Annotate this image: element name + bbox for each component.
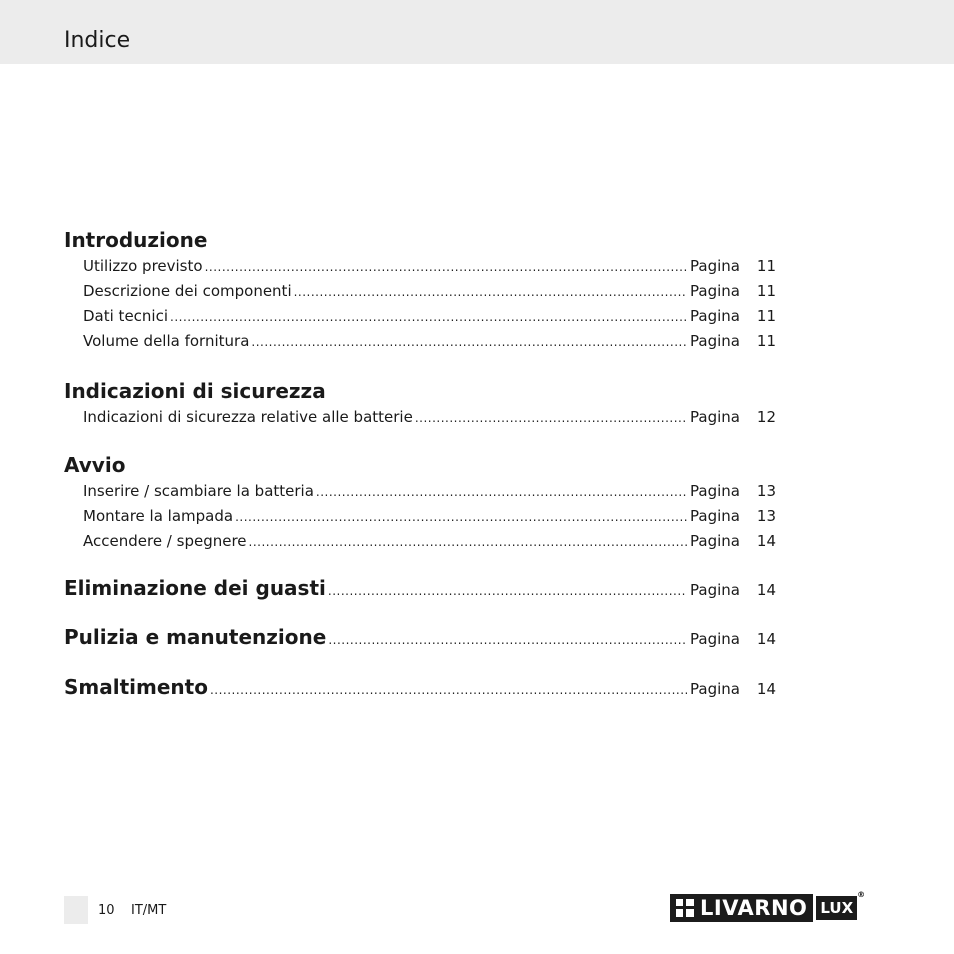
footer-page-box [64, 896, 88, 924]
toc-section-title: Smaltimento [64, 675, 208, 699]
page-title: Indice [64, 28, 131, 53]
toc-entry-label: Accendere / spegnere [83, 532, 247, 550]
header-band [0, 0, 954, 64]
toc-entry-label: Inserire / scambiare la batteria [83, 482, 314, 500]
toc-entry-label: Montare la lampada [83, 507, 234, 525]
toc-entry-label: Volume della fornitura [83, 332, 250, 350]
toc-entry[interactable] [64, 504, 776, 529]
toc-section-title: Introduzione [64, 228, 208, 252]
toc-page-word: Pagina [690, 630, 740, 648]
toc-page-number: 13 [756, 507, 776, 525]
toc-section-title: Indicazioni di sicurezza [64, 379, 326, 403]
toc-page-word: Pagina [690, 680, 740, 698]
toc-dot-leader [251, 330, 687, 355]
toc-page-word: Pagina [690, 257, 740, 275]
toc-dot-leader [316, 480, 687, 505]
toc-entry[interactable] [64, 254, 776, 279]
table-of-contents [64, 226, 776, 702]
toc-page-word: Pagina [690, 307, 740, 325]
toc-entry-label: Descrizione dei componenti [83, 282, 292, 300]
toc-entry-label: Utilizzo previsto [83, 257, 203, 275]
toc-page-number: 13 [756, 482, 776, 500]
toc-entry[interactable] [64, 329, 776, 354]
toc-dot-leader [210, 675, 687, 705]
toc-entry[interactable] [64, 279, 776, 304]
toc-page-number: 11 [756, 257, 776, 275]
toc-page-word: Pagina [690, 408, 740, 426]
toc-section-title: Eliminazione dei guasti [64, 576, 326, 600]
logo-suffix: LUX [820, 899, 854, 917]
toc-section-title: Avvio [64, 453, 126, 477]
brand-logo [670, 890, 890, 922]
registered-mark-icon: ® [857, 890, 866, 899]
livarno-squares-icon [676, 899, 694, 917]
toc-page-word: Pagina [690, 282, 740, 300]
logo-suffix-block [816, 890, 866, 920]
toc-dot-leader [170, 305, 687, 330]
toc-page-number: 11 [756, 282, 776, 300]
logo-text: LIVARNO [700, 896, 808, 920]
toc-dot-leader [294, 280, 687, 305]
toc-dot-leader [235, 505, 687, 530]
toc-page-word: Pagina [690, 532, 740, 550]
toc-entry-pulizia[interactable] [64, 622, 776, 652]
toc-page-word: Pagina [690, 482, 740, 500]
toc-entry[interactable] [64, 529, 776, 554]
toc-page-number: 11 [756, 332, 776, 350]
toc-page-number: 14 [756, 581, 776, 599]
toc-dot-leader [415, 406, 687, 431]
toc-page-word: Pagina [690, 581, 740, 599]
toc-entry-label: Dati tecnici [83, 307, 169, 325]
toc-entry-smaltimento[interactable] [64, 672, 776, 702]
toc-section-sicurezza [64, 377, 776, 430]
footer-language: IT/MT [131, 903, 167, 918]
toc-page-number: 14 [756, 680, 776, 698]
footer-page-number: 10 [98, 903, 115, 918]
toc-entry[interactable] [64, 479, 776, 504]
toc-page-number: 11 [756, 307, 776, 325]
toc-entry[interactable] [64, 304, 776, 329]
toc-page-number: 12 [756, 408, 776, 426]
toc-entry[interactable] [64, 405, 776, 430]
toc-section-avvio [64, 451, 776, 554]
toc-page-word: Pagina [690, 332, 740, 350]
toc-page-number: 14 [756, 532, 776, 550]
toc-dot-leader [328, 625, 687, 655]
toc-page-word: Pagina [690, 507, 740, 525]
toc-entry-guasti[interactable] [64, 573, 776, 603]
toc-section-introduzione [64, 226, 776, 354]
toc-dot-leader [249, 530, 687, 555]
toc-entry-label: Indicazioni di sicurezza relative alle batterie [83, 408, 413, 426]
toc-dot-leader [205, 255, 687, 280]
toc-dot-leader [328, 576, 687, 606]
logo-main-block [670, 894, 813, 922]
toc-section-title: Pulizia e manutenzione [64, 625, 327, 649]
toc-page-number: 14 [756, 630, 776, 648]
